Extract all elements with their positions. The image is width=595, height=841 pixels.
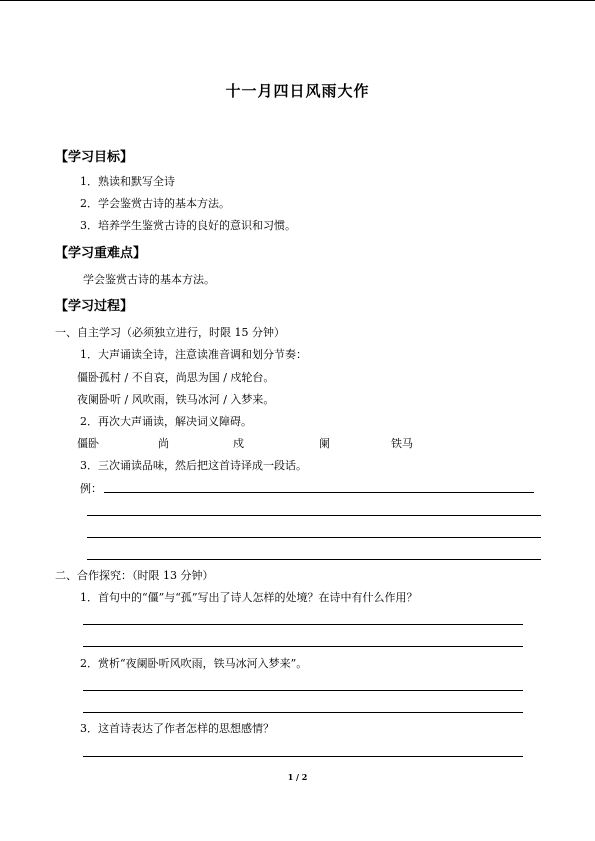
part1-question-1: 1．大声诵读全诗，注意读准音调和划分节奏： bbox=[80, 348, 307, 361]
poem-line-2: 夜阑卧听 / 风吹雨，铁马冰河 / 入梦来。 bbox=[77, 393, 275, 406]
answer-line bbox=[87, 559, 541, 560]
vocab-word: 戍 bbox=[233, 437, 244, 450]
vocab-word: 铁马 bbox=[391, 437, 413, 450]
vocab-word: 尚 bbox=[158, 437, 169, 450]
answer-line bbox=[83, 712, 523, 713]
part1-title: 一、自主学习（必须独立进行，时限 15 分钟） bbox=[55, 326, 285, 339]
part1-question-2: 2．再次大声诵读，解决词义障碍。 bbox=[80, 415, 252, 428]
part2-question-2: 2．赏析“夜阑卧听风吹雨，铁马冰河入梦来”。 bbox=[80, 657, 308, 670]
page-number: 1 / 2 bbox=[287, 772, 308, 782]
process-heading: 【学习过程】 bbox=[55, 299, 134, 314]
part2-question-3: 3．这首诗表达了作者怎样的思想感情？ bbox=[80, 722, 274, 735]
example-label: 例： bbox=[80, 482, 102, 495]
answer-line bbox=[83, 646, 523, 647]
goal-item-2: 2．学会鉴赏古诗的基本方法。 bbox=[80, 197, 230, 210]
answer-line bbox=[83, 624, 523, 625]
answer-line bbox=[87, 515, 541, 516]
vocab-word: 僵卧 bbox=[77, 437, 99, 450]
part2-title: 二、合作探究：（时限 13 分钟） bbox=[55, 569, 214, 582]
page-title: 十一月四日风雨大作 bbox=[225, 82, 370, 100]
page-top-border bbox=[0, 0, 595, 1]
goal-item-3: 3．培养学生鉴赏古诗的良好的意识和习惯。 bbox=[80, 219, 296, 232]
answer-line bbox=[87, 537, 541, 538]
answer-line bbox=[83, 690, 523, 691]
goals-heading: 【学习目标】 bbox=[55, 150, 134, 165]
part2-question-1: 1．首句中的“僵”与“孤”写出了诗人怎样的处境？在诗中有什么作用？ bbox=[80, 591, 418, 604]
goal-item-1: 1．熟读和默写全诗 bbox=[80, 175, 175, 188]
key-points-text: 学会鉴赏古诗的基本方法。 bbox=[83, 273, 215, 286]
answer-line bbox=[104, 492, 534, 493]
poem-line-1: 僵卧孤村 / 不自哀，尚思为国 / 戍轮台。 bbox=[77, 371, 275, 384]
answer-line bbox=[83, 756, 523, 757]
vocab-word: 阑 bbox=[319, 437, 330, 450]
part1-question-3: 3．三次诵读品味，然后把这首诗译成一段话。 bbox=[80, 459, 307, 472]
key-points-heading: 【学习重难点】 bbox=[55, 246, 147, 261]
